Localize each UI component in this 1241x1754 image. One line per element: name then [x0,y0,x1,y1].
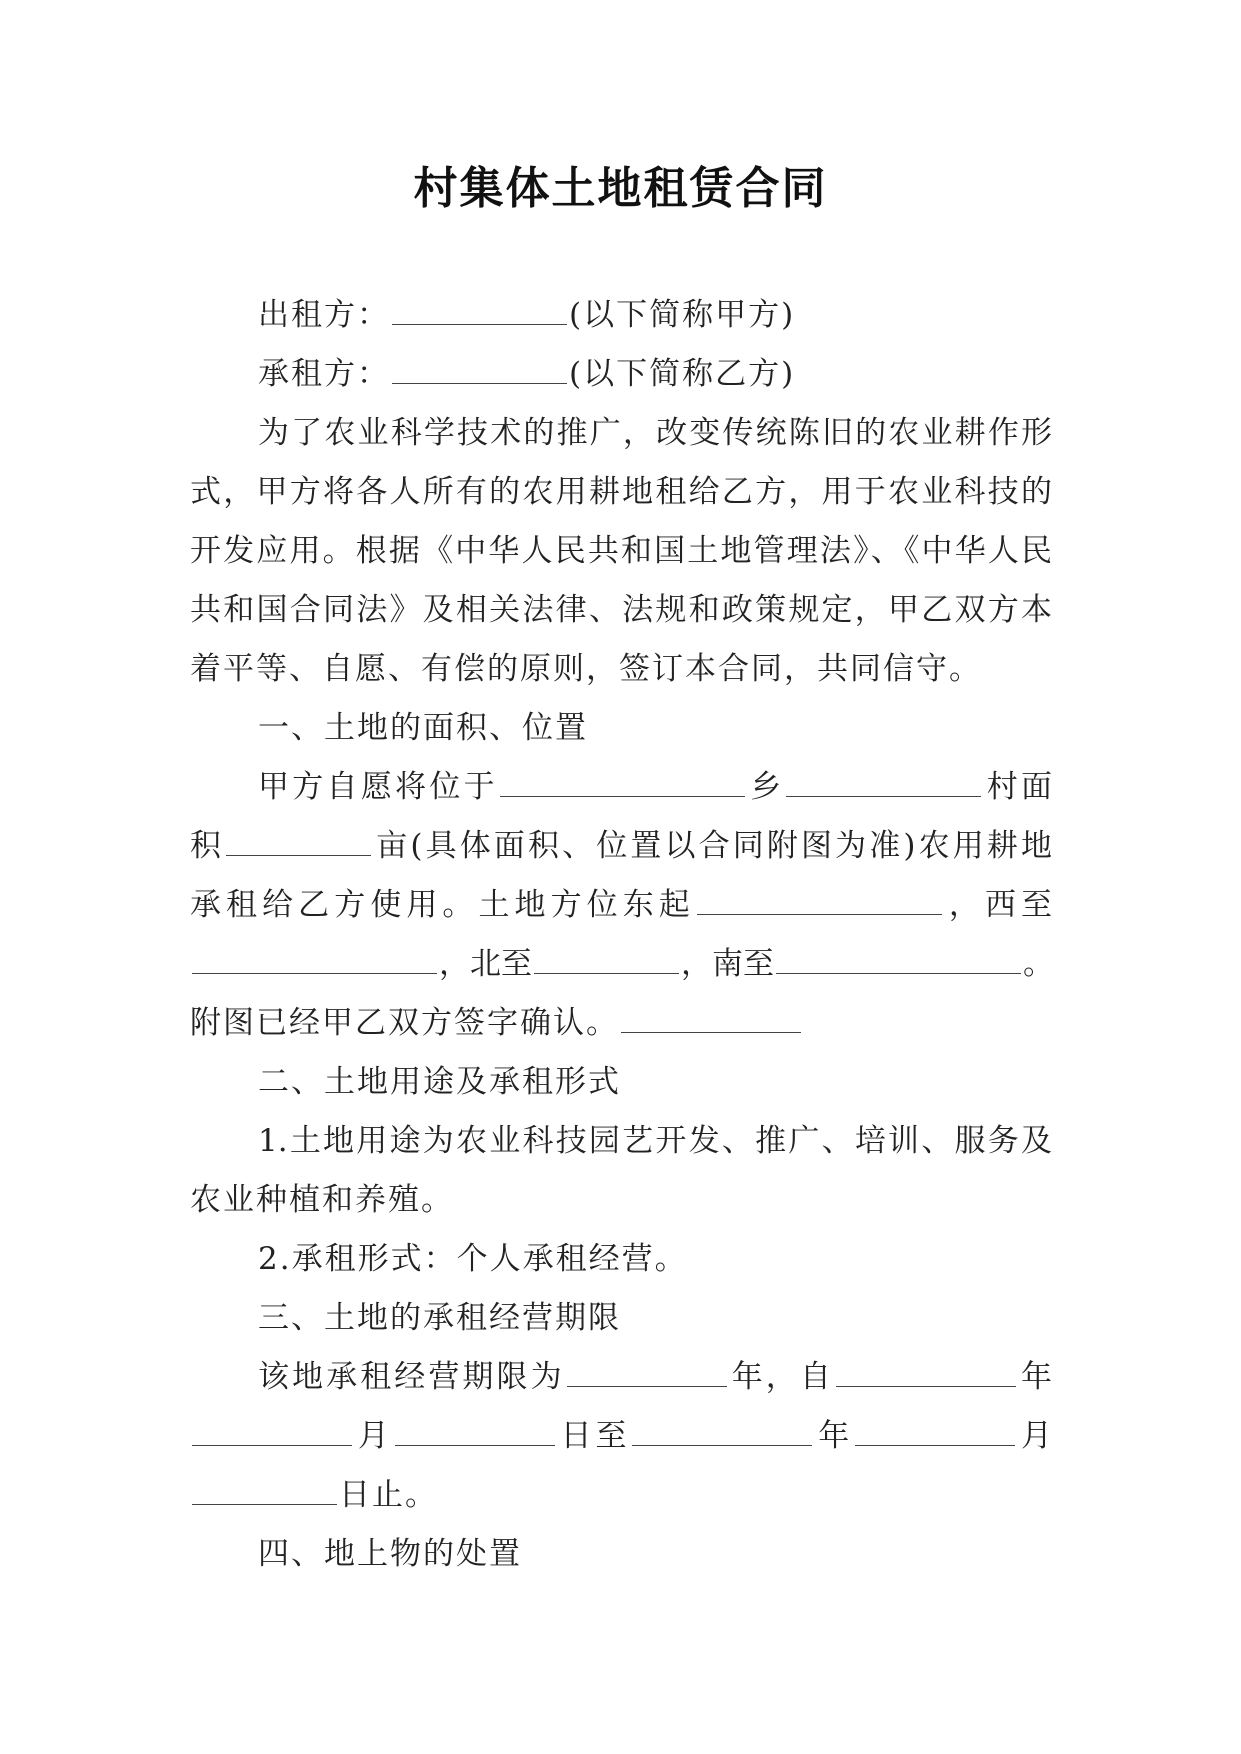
lessee-blank [392,353,567,384]
text-segment: 月 [354,1418,393,1454]
text-segment: ，西至 [943,887,1053,923]
paragraph-line [190,1348,1052,1407]
text-segment: 甲方自愿将位于 [258,769,498,805]
start-year-blank [836,1356,1016,1387]
text-segment: 日至 [556,1418,631,1454]
text-segment: 该地承租经营期限为 [258,1359,565,1395]
text-segment: 承租方： [258,356,390,392]
paragraph-line: 开发应用。根据《中华人民共和国土地管理法》、《中华人民 [190,533,1052,569]
text-segment: ，北至 [439,946,532,982]
paragraph-line: 1.土地用途为农业科技园艺开发、推广、培训、服务及 [258,1123,1052,1159]
paragraph-line: 共和国合同法》及相关法律、法规和政策规定，甲乙双方本 [190,592,1052,628]
south-blank [776,943,1021,974]
paragraph-line [190,935,1052,994]
west-blank [192,943,437,974]
village-blank [786,766,981,797]
start-day-blank [395,1415,555,1446]
paragraph-line [190,758,1052,817]
lessor-line [190,286,1052,345]
section-heading: 一、土地的面积、位置 [258,710,588,746]
section-heading: 二、土地用途及承租形式 [258,1064,621,1100]
paragraph-line: 式，甲方将各人所有的农用耕地租给乙方，用于农业科技的 [190,474,1052,510]
section-heading: 四、地上物的处置 [258,1536,522,1572]
text-segment: 乡 [746,769,785,805]
paragraph-line: 农业种植和养殖。 [190,1182,454,1218]
paragraph-line [190,876,1052,935]
lessee-line [190,345,1052,404]
text-segment: 村面 [983,769,1053,805]
paragraph-line: 着平等、自愿、有偿的原则，签订本合同，共同信守。 [190,651,982,687]
text-segment: 出租方： [258,297,390,333]
text-segment: 。 [1023,946,1054,982]
text-segment: (以下简称乙方) [569,356,796,392]
document-body [190,286,1052,1584]
paragraph-line: 2.承租形式：个人承租经营。 [258,1241,688,1277]
area-blank [226,825,371,856]
paragraph-line [190,817,1052,876]
document-title: 村集体土地租赁合同 [413,163,828,214]
end-day-blank [192,1474,337,1505]
text-segment: 月 [1017,1418,1052,1454]
east-blank [697,884,942,915]
lessor-blank [392,294,567,325]
text-segment: 承租给乙方使用。土地方位东起 [190,887,695,923]
paragraph-line [190,1466,1052,1525]
term-years-blank [567,1356,727,1387]
text-segment: 亩(具体面积、位置以合同附图为准)农用耕地 [373,828,1053,864]
paragraph-line: 为了农业科学技术的推广，改变传统陈旧的农业耕作形 [258,415,1052,451]
north-blank [534,943,679,974]
paragraph-line [190,994,1052,1053]
text-segment: ，南至 [681,946,774,982]
text-segment: 年 [1017,1359,1053,1395]
text-segment: 附图已经甲乙双方签字确认。 [190,1005,619,1041]
paragraph-line [190,1407,1052,1466]
text-segment: (以下简称甲方) [569,297,796,333]
text-segment: 日止。 [339,1477,438,1513]
township-blank [500,766,745,797]
start-month-blank [192,1415,352,1446]
confirmation-blank [621,1002,801,1033]
end-month-blank [855,1415,1015,1446]
end-year-blank [632,1415,812,1446]
section-heading: 三、土地的承租经营期限 [258,1300,621,1336]
text-segment: 年，自 [728,1359,834,1395]
text-segment: 年 [814,1418,854,1454]
text-segment: 积 [190,828,225,864]
